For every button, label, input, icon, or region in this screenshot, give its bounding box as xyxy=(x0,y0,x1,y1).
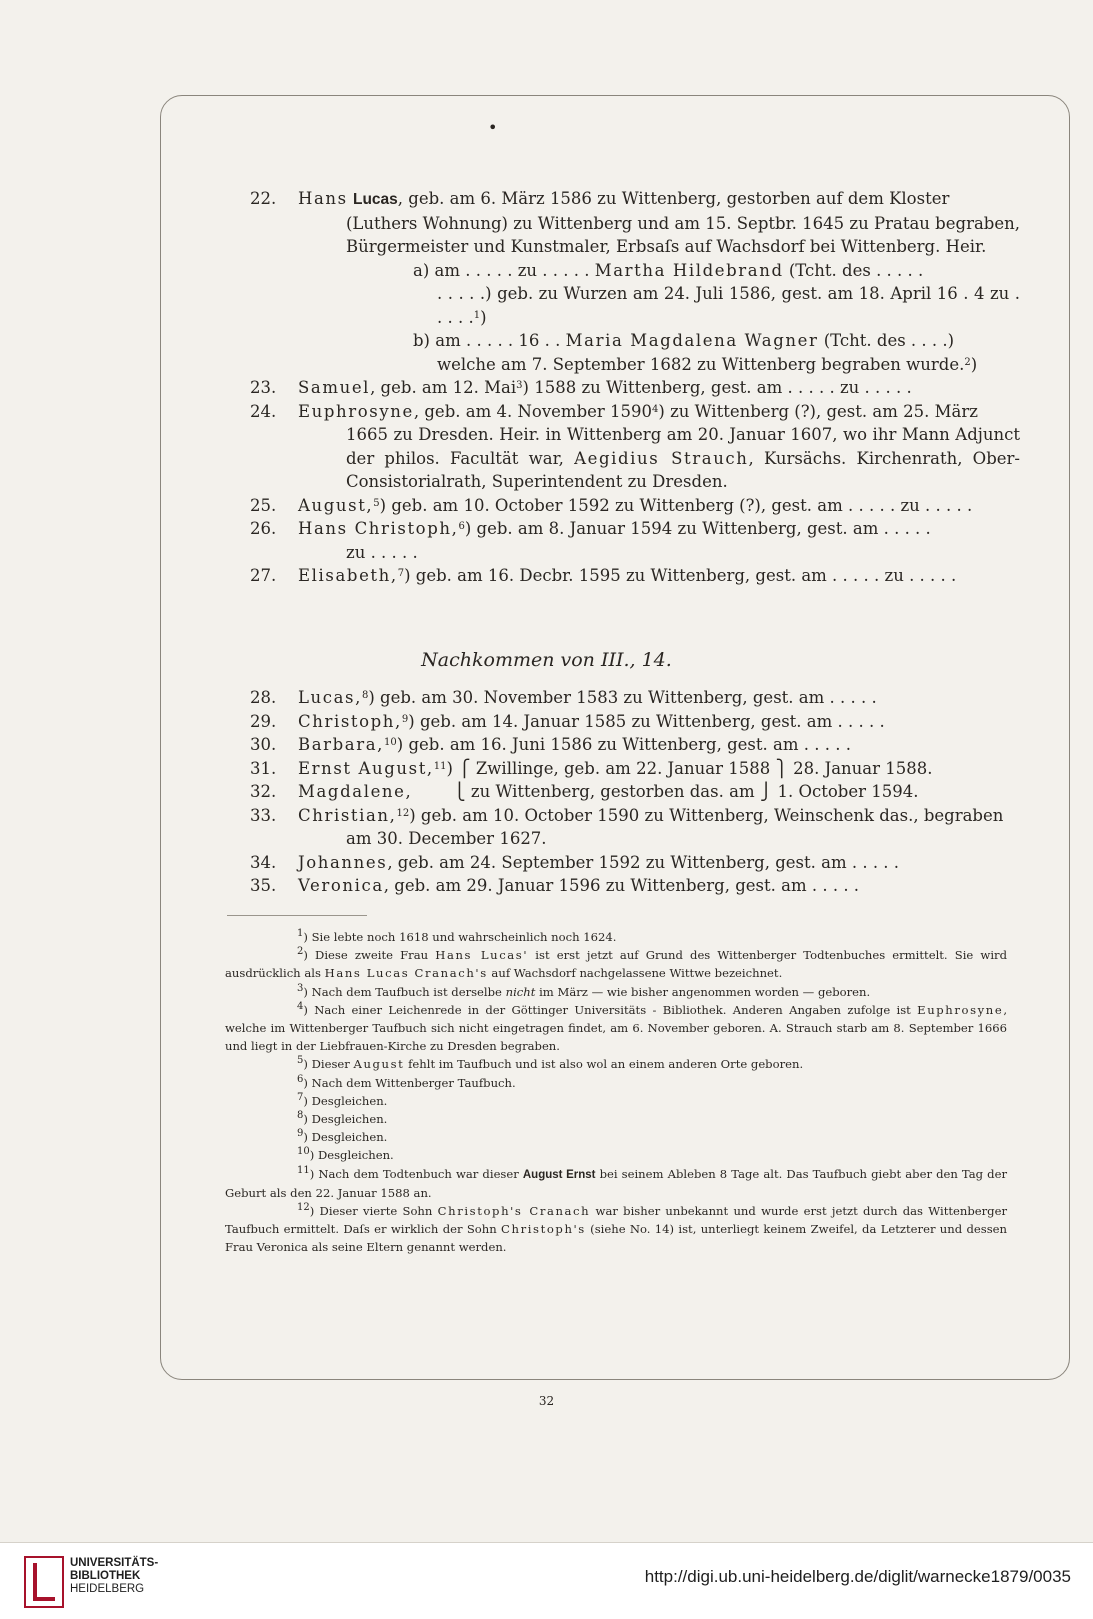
entry-name: Hans Christoph, xyxy=(298,519,459,538)
entry-31: 31. Ernst August,$^{11}$) ⎧ Zwillinge, geb. am 22. Januar 1588 ⎫ 28. Januar 1588. xyxy=(250,757,1020,781)
footnote-4: $^4$) Nach einer Leichenrede in der Göttinger Universitäts - Bibliothek. Anderen Angaben zufolge ist Euphrosyne, welche im Wittenberger Taufbuch sich nicht eingetragen findet, am 6. November geboren. A. Strauch starb am 8. September 1666 und liegt in der Liebfrauen-Kirche zu Dresden begraben. xyxy=(225,1000,1008,1054)
entry-24: 24. Euphrosyne, geb. am 4. November 1590$^4$) zu Wittenberg (?), gest. am 25. März 1665 zu Dresden. Heir. in Wittenberg am 20. Januar 1607, wo ihr Mann Adjunct der philos. Facultät war, Aegidius Strauch, Kursächs. Kirchenrath, Ober-Consistorialrath, Superintendent zu Dresden. xyxy=(250,401,1020,491)
footnote-5: $^5$) Dieser August fehlt im Taufbuch und ist also wol an einem anderen Orte geboren. xyxy=(297,1055,804,1072)
footnote-3: $^3$) Nach dem Taufbuch ist derselbe nicht im März — wie bisher angenommen worden — geboren. xyxy=(297,982,871,999)
entry-33: 33. Christian,$^{12}$) geb. am 10. October 1590 zu Wittenberg, Weinschenk das., begraben am 30. December 1627. xyxy=(250,805,1004,848)
entry-name: Samuel xyxy=(298,378,371,397)
entry-22: 22. Hans Lucas, geb. am 6. März 1586 zu Wittenberg, gestorben auf dem Kloster (Luthers Wohnung) zu Wittenberg und am 15. Septbr. 1645 zu Pratau begraben, Bürgermeister und Kunstmaler, Erbsaſs auf Wachsdorf bei Wittenberg. Heir. a) am . . . . . zu . . . . . Martha Hildebrand (Tcht. des . . . . . . . . . .) geb. zu Wurzen am 24. Juli 1586, gest. am 18. April 16 . 4 zu . . . . .$^1$) b) am . . . . . 16 . . Maria Magdalena Wagner (Tcht. des . . . .) welche am 7. September 1682 zu Wittenberg begraben wurde.$^2$) xyxy=(250,189,1020,374)
entry-name: Christoph, xyxy=(298,711,402,731)
footnote-8: $^8$) Desgleichen. xyxy=(297,1110,388,1127)
entry-name: Veronica xyxy=(298,876,384,895)
entry-name: Christian, xyxy=(298,805,397,825)
footnote-6: $^6$) Nach dem Wittenberger Taufbuch. xyxy=(297,1073,516,1090)
marriage-a: a) am . . . . . zu . . . . . Martha Hildebrand (Tcht. des . . . . . xyxy=(413,260,924,280)
entry-28: 28. Lucas,$^8$) geb. am 30. November 1583 zu Wittenberg, gest. am . . . . . xyxy=(250,688,877,707)
entry-name: August, xyxy=(298,495,374,515)
footer-bar xyxy=(0,1542,1093,1619)
entry-name: Magdalene, xyxy=(298,782,413,801)
entries-block-1 xyxy=(250,187,1020,588)
entry-35: 35. Veronica, geb. am 29. Januar 1596 zu Wittenberg, gest. am . . . . . xyxy=(250,876,860,895)
footnotes xyxy=(225,928,1007,1257)
footnote-7: $^7$) Desgleichen. xyxy=(297,1091,388,1108)
brace-close-icon: ⎭ xyxy=(759,782,773,801)
entry-surname: Lucas xyxy=(352,191,398,208)
footnote-divider xyxy=(227,915,367,916)
footnote-11: $^{11}$) Nach dem Todtenbuch war dieser August Ernst bei seinem Ableben 8 Tage alt. Das Taufbuch giebt aber den Tag der Geburt als den 22. Januar 1588 an. xyxy=(225,1164,1007,1200)
entry-27: 27. Elisabeth,$^7$) geb. am 16. Decbr. 1595 zu Wittenberg, gest. am . . . . . zu . . . . . xyxy=(250,566,957,585)
source-url-link[interactable]: http://digi.ub.uni-heidelberg.de/diglit/warnecke1879/0035 xyxy=(644,1567,1071,1586)
marriage-b: b) am . . . . . 16 . . Maria Magdalena Wagner (Tcht. des . . . .) xyxy=(413,331,955,350)
entry-name: Hans xyxy=(298,189,348,208)
spouse-name: Maria Magdalena Wagner xyxy=(565,331,819,350)
brace-open-icon: ⎧ xyxy=(458,758,471,778)
entry-name: Lucas, xyxy=(298,688,362,707)
entry-29: 29. Christoph,$^9$) geb. am 14. Januar 1585 zu Wittenberg, gest. am . . . . . xyxy=(250,711,885,731)
entry-32: 32. Magdalene, ⎩ zu Wittenberg, gestorben das. am ⎭ 1. October 1594. xyxy=(250,780,1020,804)
footnote-1: $^1$) Sie lebte noch 1618 und wahrscheinlich noch 1624. xyxy=(297,928,617,944)
entry-25: 25. August,$^5$) geb. am 10. October 1592 zu Wittenberg (?), gest. am . . . . . zu . . . . . xyxy=(250,495,973,515)
footnote-ref: 1 xyxy=(473,309,481,321)
entry-34: 34. Johannes, geb. am 24. September 1592 zu Wittenberg, gest. am . . . . . xyxy=(250,852,900,872)
entries-block-2 xyxy=(250,686,1020,898)
entry-name: Barbara, xyxy=(298,735,385,754)
entry-number: 22. xyxy=(250,189,277,208)
brace-close-icon: ⎫ xyxy=(775,758,788,778)
entry-name: Ernst August, xyxy=(298,758,434,778)
page-number: 32 xyxy=(538,1394,555,1408)
section-heading: Nachkommen von III., 14. xyxy=(421,649,672,671)
entry-text: (Luthers Wohnung) zu Wittenberg und am 15. Septbr. 1645 zu Pratau begraben, Bürgermeister und Kunstmaler, Erbsaſs auf Wachsdorf bei Wittenberg. Heir. xyxy=(346,213,1020,256)
footnote-ref: 2 xyxy=(964,356,971,368)
footnote-12: $^{12}$) Dieser vierte Sohn Christoph's Cranach war bisher unbekannt und wurde erst jetzt durch das Wittenberger Taufbuch ermittelt. Daſs er wirklich der Sohn Christoph's (siehe No. 14) ist, unterliegt keinem Zweifel, da Letzterer und dessen Frau Veronica als seine Eltern genannt werden. xyxy=(225,1202,1008,1255)
brace-open-icon: ⎩ xyxy=(453,782,466,801)
entry-30: 30. Barbara,$^{10}$) geb. am 16. Juni 1586 zu Wittenberg, gest. am . . . . . xyxy=(250,735,851,754)
footnote-9: $^9$) Desgleichen. xyxy=(297,1128,388,1145)
footnote-2: $^2$) Diese zweite Frau Hans Lucas' ist erst jetzt auf Grund des Wittenberger Todtenbuches ermittelt. Sie wird ausdrücklich als Hans Lucas Cranach's auf Wachsdorf nachgelassene Wittwe bezeichnet. xyxy=(225,946,1008,981)
ornament-dot: • xyxy=(488,118,498,137)
library-logo-icon[interactable] xyxy=(24,1556,64,1608)
entry-name: Johannes xyxy=(298,852,388,872)
library-logo-text[interactable]: UNIVERSITÄTS- BIBLIOTHEK HEIDELBERG xyxy=(70,1557,159,1595)
entry-26: 26. Hans Christoph,$^6$) geb. am 8. Januar 1594 zu Wittenberg, gest. am . . . . . zu . . . . . xyxy=(250,519,931,562)
entry-name: Euphrosyne xyxy=(298,401,414,421)
footnote-10: $^{10}$) Desgleichen. xyxy=(297,1146,394,1163)
entry-23: 23. Samuel, geb. am 12. Mai$^3$) 1588 zu Wittenberg, gest. am . . . . . zu . . . . . xyxy=(250,378,912,397)
entry-name: Elisabeth, xyxy=(298,566,398,585)
spouse-name: Martha Hildebrand xyxy=(594,260,784,280)
